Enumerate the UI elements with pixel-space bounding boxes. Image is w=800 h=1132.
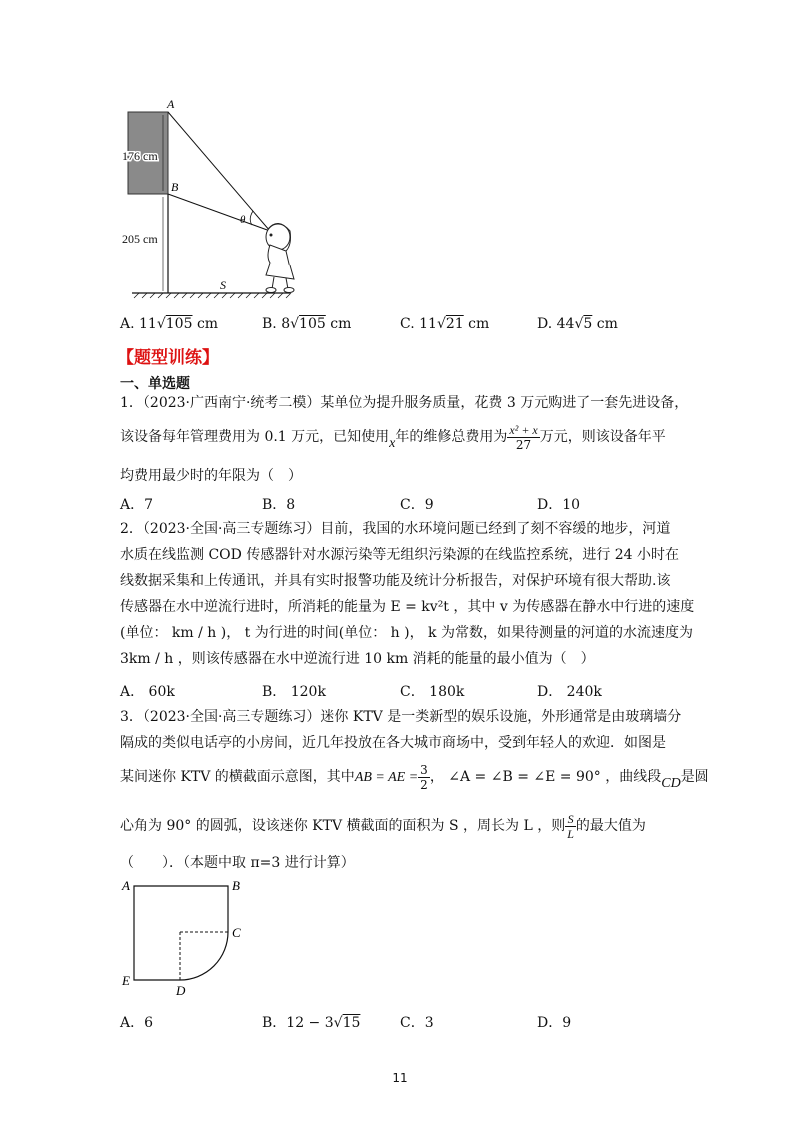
q2-option-a: A． 60k <box>120 684 175 700</box>
page-number: 11 <box>392 1071 408 1085</box>
subsection-heading: 一、单选题 <box>120 376 190 392</box>
sight-line-a <box>168 112 270 231</box>
q3-option-d: D．9 <box>537 1015 572 1031</box>
q1-fraction: $\frac{\text{x² + x}}{27}$ <box>509 422 538 452</box>
q2-line6: 3km / h ，则该传感器在水中逆流行进 10 km 消耗的能量的最小值为（ ） <box>120 651 595 667</box>
q1-option-d: D．10 <box>537 497 581 513</box>
ktv-label-e: E <box>122 973 130 988</box>
q3-line2: 隔成的类似电话亭的小房间，近几年投放在各大城市商场中，受到年轻人的欢迎．如图是 <box>120 735 666 751</box>
q3-s-over-l: $\frac{S}{L}$ <box>567 811 574 841</box>
label-s: S <box>220 278 226 292</box>
q1-line2: 该设备每年管理费用为 0.1 万元，已知使用x年的维修总费用为 $\frac{\text{x² + x}}{27}$ 万元，则该设备年平 <box>120 422 666 452</box>
q3-line4: 心角为 90° 的圆弧，设该迷你 KTV 横截面的面积为 S ，周长为 L ，则 $\frac{S}{L}$ 的最大值为 <box>120 811 646 841</box>
q2-option-c: C． 180k <box>400 684 465 700</box>
ktv-label-d: D <box>176 983 186 998</box>
ktv-label-b: B <box>232 878 240 893</box>
ktv-figure <box>118 878 258 998</box>
q3-option-c: C．3 <box>400 1015 434 1031</box>
q2-line5: (单位： km / h )， t 为行进的时间(单位： h )， k 为常数，如果待测量的河道的水流速度为 <box>120 625 693 641</box>
theta-arc <box>250 211 253 225</box>
ktv-label-c: C <box>232 925 241 940</box>
q1-option-c: C．9 <box>400 497 434 513</box>
ground-hatch <box>134 293 291 298</box>
q2-line2: 水质在线监测 COD 传感器针对水源污染等无组织污染源的在线监控系统，进行 24 小时在 <box>120 547 680 563</box>
q1-option-a: A．7 <box>120 497 154 513</box>
label-a: A <box>167 97 175 111</box>
billboard-figure <box>120 95 310 305</box>
q2-line3: 线数据采集和上传通讯，并具有实时报警功能及统计分析报告，对保护环境有很大帮助.该 <box>120 573 671 589</box>
ktv-outline <box>134 886 228 980</box>
prev-option-a: A. 11√105 cm <box>120 316 219 332</box>
q2-option-b: B． 120k <box>262 684 326 700</box>
q1-option-b: B．8 <box>262 497 296 513</box>
prev-option-d: D. 44√5 cm <box>537 316 618 332</box>
q3-line5: （ ）．（本题中取 π=3 进行计算） <box>120 855 355 871</box>
label-b: B <box>171 180 179 194</box>
dim-top-label: 176 cm <box>122 149 158 163</box>
prev-option-b: B. 8√105 cm <box>262 316 352 332</box>
q2-line4: 传感器在水中逆流行进时，所消耗的能量为 E = kv²t ，其中 v 为传感器在静水中行进的速度 <box>120 599 695 615</box>
q3-line1: 3．（2023·全国·高三专题练习）迷你 KTV 是一类新型的娱乐设施，外形通常是由玻璃墙分 <box>120 709 682 725</box>
girl-icon <box>266 223 294 292</box>
label-theta: θ <box>240 214 246 226</box>
section-heading: 【题型训练】 <box>117 348 219 368</box>
dim-bottom-label: 205 cm <box>122 232 158 246</box>
q1-line1: 1．（2023·广西南宁·统考二模）某单位为提升服务质量，花费 3 万元购进了一套先进设备， <box>120 395 689 411</box>
q3-option-a: A．6 <box>120 1015 154 1031</box>
q2-line1: 2．（2023·全国·高三专题练习）目前，我国的水环境问题已经到了刻不容缓的地步，河道 <box>120 521 671 537</box>
prev-option-c: C. 11√21 cm <box>400 316 490 332</box>
q3-line3: 某间迷你 KTV 的横截面示意图，其中AB = AE = $\frac{3}{2}$ ， ∠A = ∠B = ∠E = 90° ，曲线段CD是圆 <box>120 762 709 792</box>
ktv-label-a: A <box>122 878 130 893</box>
q2-option-d: D． 240k <box>537 684 602 700</box>
q3-fraction: $\frac{3}{2}$ <box>420 762 428 792</box>
q1-line3: 均费用最少时的年限为（ ） <box>120 468 302 484</box>
q3-option-b: B．12 − 3√15 <box>262 1015 361 1031</box>
